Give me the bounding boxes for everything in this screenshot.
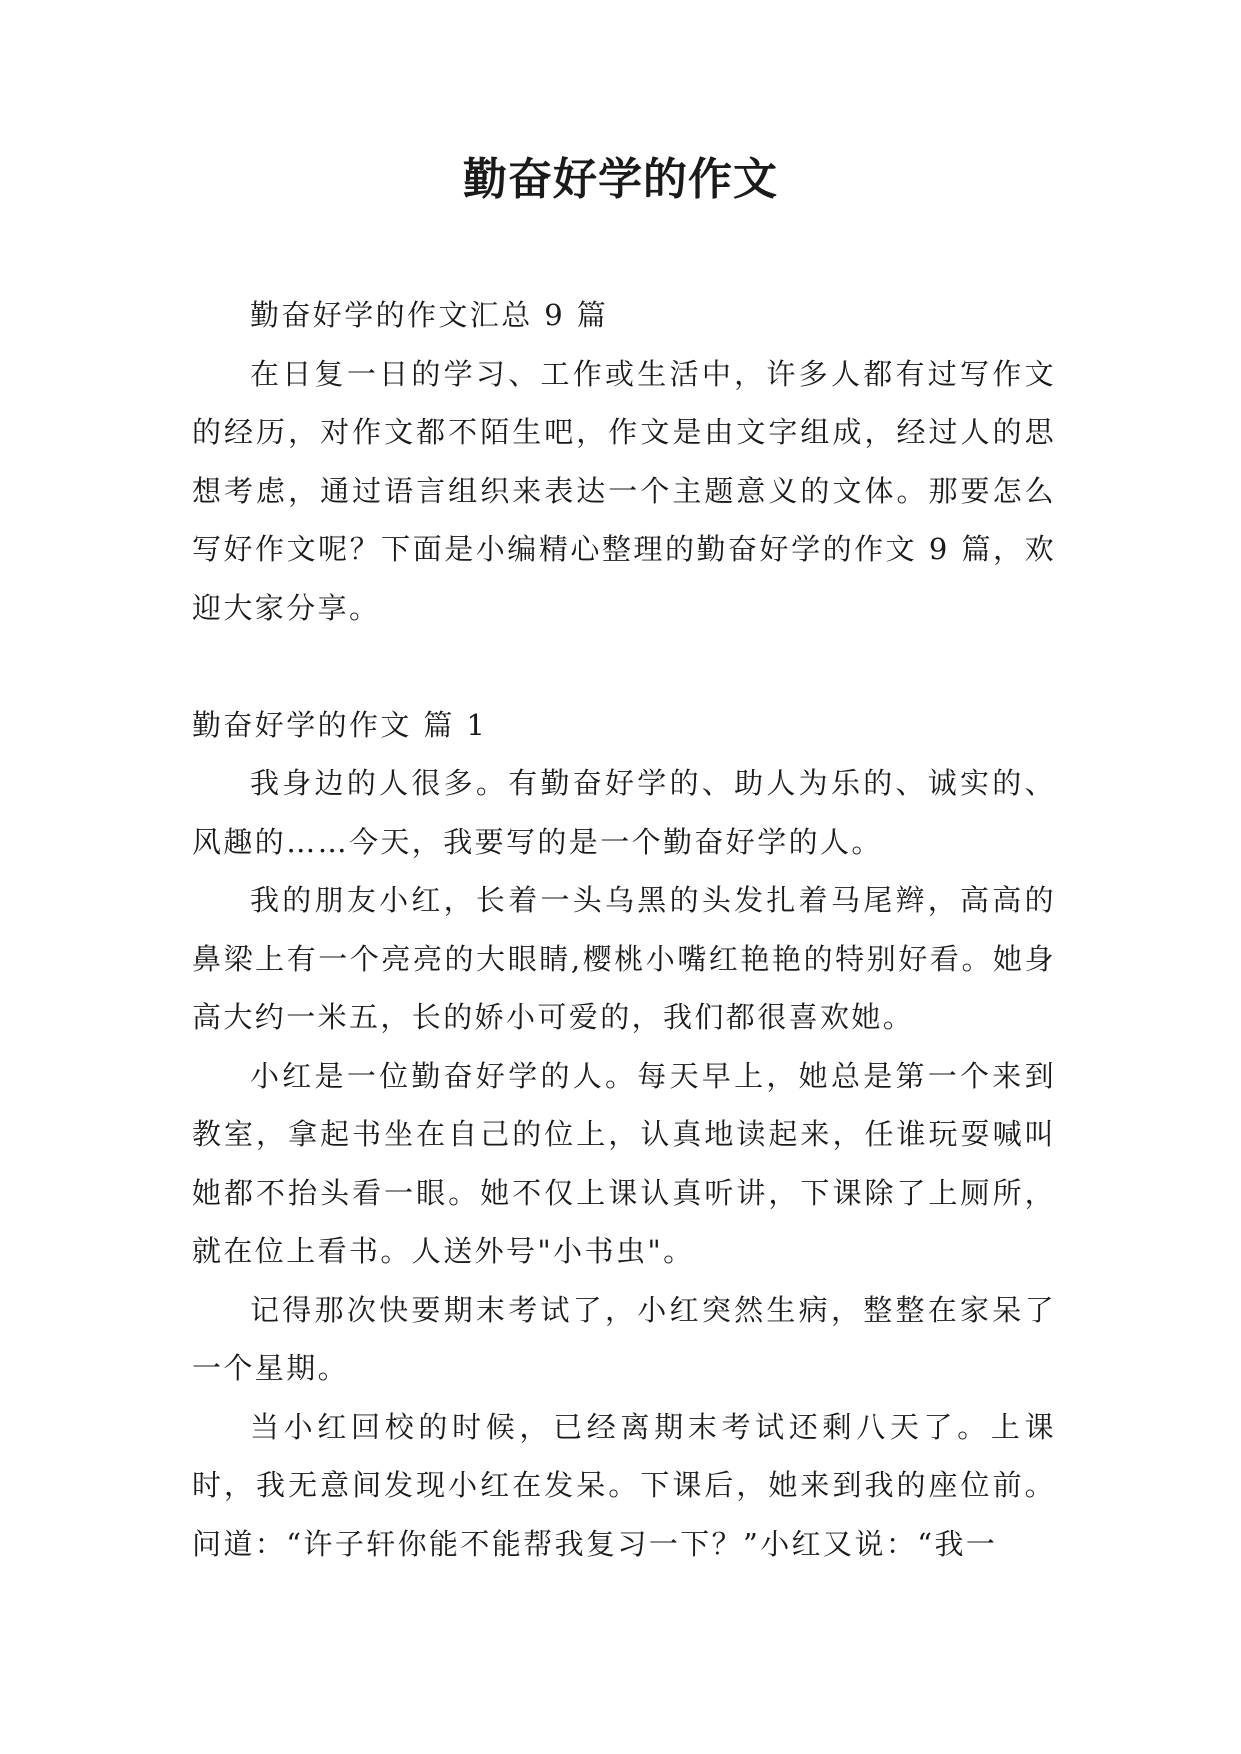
document-title: 勤奋好学的作文: [463, 154, 778, 205]
body-paragraph-3: 小红是一位勤奋好学的人。每天早上，她总是第一个来到教室，拿起书坐在自己的位上，认真地读起来，任谁玩耍喊叫她都不抬头看一眼。她不仅上课认真听讲，下课除了上厕所，就在位上看书。人送外号"小书虫"。: [192, 1058, 1056, 1268]
section-spacer: [192, 637, 1056, 696]
section-heading: 勤奋好学的作文 篇 1: [192, 707, 488, 742]
document-body: [192, 286, 1056, 1573]
body-paragraph-4: 记得那次快要期末考试了，小红突然生病，整整在家呆了一个星期。: [192, 1292, 1056, 1385]
body-paragraph-2: 我的朋友小红，长着一头乌黑的头发扎着马尾辫，高高的鼻梁上有一个亮亮的大眼睛,樱桃小嘴红艳艳的特别好看。她身高大约一米五，长的娇小可爱的，我们都很喜欢她。: [192, 883, 1056, 1034]
intro-paragraph: 在日复一日的学习、工作或生活中，许多人都有过写作文的经历，对作文都不陌生吧，作文是由文字组成，经过人的思想考虑，通过语言组织来表达一个主题意义的文体。那要怎么写好作文呢？下面是小编精心整理的勤奋好学的作文 9 篇，欢迎大家分享。: [192, 356, 1056, 625]
body-paragraph-5: 当小红回校的时候，已经离期末考试还剩八天了。上课时，我无意间发现小红在发呆。下课后，她来到我的座位前。问道：“许子轩你能不能帮我复习一下？”小红又说：“我一: [192, 1409, 1056, 1561]
subtitle-paragraph: 勤奋好学的作文汇总 9 篇: [250, 298, 609, 332]
body-paragraph-1: 我身边的人很多。有勤奋好学的、助人为乐的、诚实的、风趣的……今天，我要写的是一个勤奋好学的人。: [192, 766, 1056, 859]
